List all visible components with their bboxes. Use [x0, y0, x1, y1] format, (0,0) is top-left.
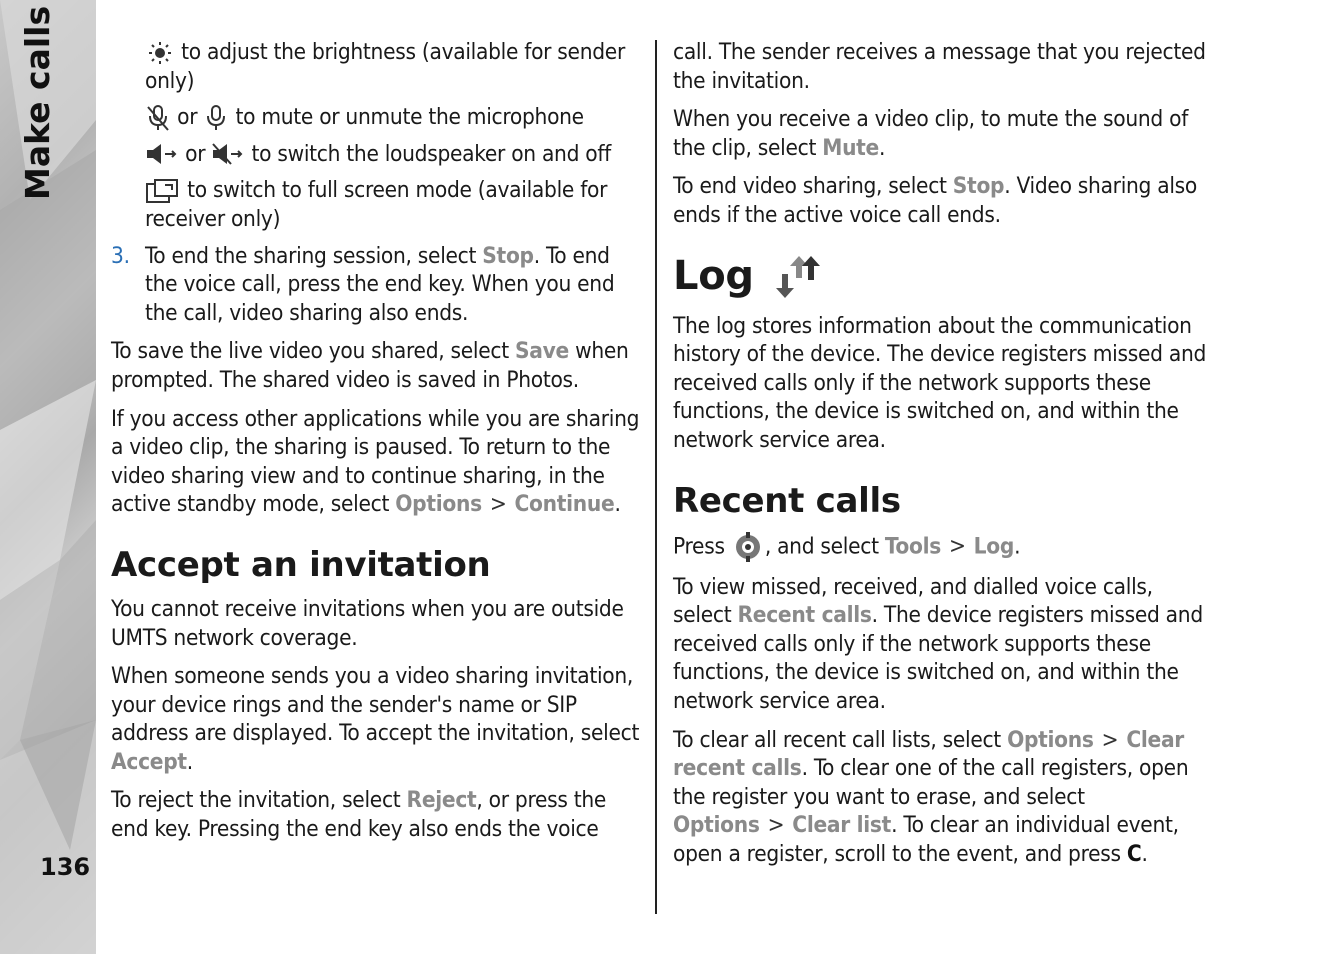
- menu-log: Log: [973, 533, 1015, 560]
- para-access: If you access other applications while you are sharing a video clip, the sharing is paused. To return to the video sharing view and to continue sharing, in the active standby mode, select Options > Continue.: [111, 405, 640, 518]
- mic-muted-icon: [145, 104, 171, 132]
- heading-accept-invitation: Accept an invitation: [111, 544, 491, 585]
- para-stop: To end video sharing, select Stop. Video sharing also ends if the active voice call ends.: [673, 173, 1197, 228]
- menu-save: Save: [515, 338, 569, 365]
- menu-options-2: Options: [673, 812, 760, 839]
- para-someone: When someone sends you a video sharing invitation, your device rings and the sender's name or SIP address are displayed. To accept the invitation, select Accept.: [111, 663, 640, 775]
- menu-mute: Mute: [822, 134, 879, 161]
- chapter-title: Make calls: [18, 5, 57, 200]
- para-log: The log stores information about the communication history of the device. The device registers missed and received calls only if the network supports these functions, the device is switched on, and within the network service area.: [673, 312, 1207, 453]
- speaker-off-icon: [211, 142, 245, 166]
- menu-stop-right: Stop: [952, 173, 1005, 200]
- column-divider: [655, 40, 657, 914]
- step-number: 3.: [111, 242, 130, 269]
- heading-recent-calls: Recent calls: [673, 480, 901, 521]
- step-3: 3. To end the sharing session, select Stop. To end the voice call, press the end key. When you end the call, video sharing also ends.: [111, 242, 615, 326]
- para-save: To save the live video you shared, select Save when prompted. The shared video is saved in Photos.: [111, 338, 629, 393]
- key-c: C: [1126, 840, 1142, 867]
- menu-recent-calls: Recent calls: [737, 602, 872, 629]
- fullscreen-icon: [145, 178, 181, 204]
- sidebar: [0, 0, 96, 954]
- left-column: [111, 38, 646, 854]
- menu-stop: Stop: [482, 242, 534, 269]
- menu-tools: Tools: [884, 533, 941, 560]
- menu-options-1: Options: [1007, 726, 1094, 753]
- mic-icon: [203, 104, 229, 132]
- log-arrows-icon: [772, 254, 826, 298]
- bullet-brightness: to adjust the brightness (available for sender only): [145, 39, 625, 94]
- bullet-loudspeaker: or to switch the loudspeaker on and off: [111, 140, 646, 169]
- para-view: To view missed, received, and dialled voice calls, select Recent calls. The device registers missed and received calls only if the network supports these functions, the device is switched on, and within the network service area.: [673, 573, 1203, 714]
- menu-options: Options: [395, 491, 482, 518]
- menu-clear-recent-calls: Clear recent calls: [673, 726, 1184, 782]
- para-umts: You cannot receive invitations when you are outside UMTS network coverage.: [111, 595, 624, 651]
- right-column: [673, 38, 1213, 878]
- page-number: 136: [40, 853, 91, 881]
- menu-accept: Accept: [111, 748, 187, 775]
- heading-log: Log: [673, 252, 1213, 300]
- bullet-fullscreen: to switch to full screen mode (available for receiver only): [145, 177, 608, 232]
- brightness-icon: [145, 42, 175, 64]
- bullet-microphone: or to mute or unmute the microphone: [111, 103, 646, 132]
- para-reject: To reject the invitation, select Reject, or press the end key. Pressing the end key also ends the voice: [111, 787, 607, 843]
- para-press: Press , and select Tools > Log.: [673, 531, 1213, 563]
- menu-continue: Continue: [514, 491, 615, 518]
- menu-key-icon: [731, 531, 765, 563]
- para-mute: When you receive a video clip, to mute the sound of the clip, select Mute.: [673, 106, 1189, 161]
- speaker-on-icon: [145, 142, 179, 166]
- menu-clear-list: Clear list: [792, 812, 892, 839]
- para-clear: To clear all recent call lists, select Options > Clear recent calls. To clear one of the call registers, open the register you want to erase, and select Options > Clear list. To clear an individual event, open a register, scroll to the event, and press C.: [673, 726, 1189, 867]
- menu-reject: Reject: [406, 787, 477, 814]
- para-continued: call. The sender receives a message that you rejected the invitation.: [673, 39, 1206, 94]
